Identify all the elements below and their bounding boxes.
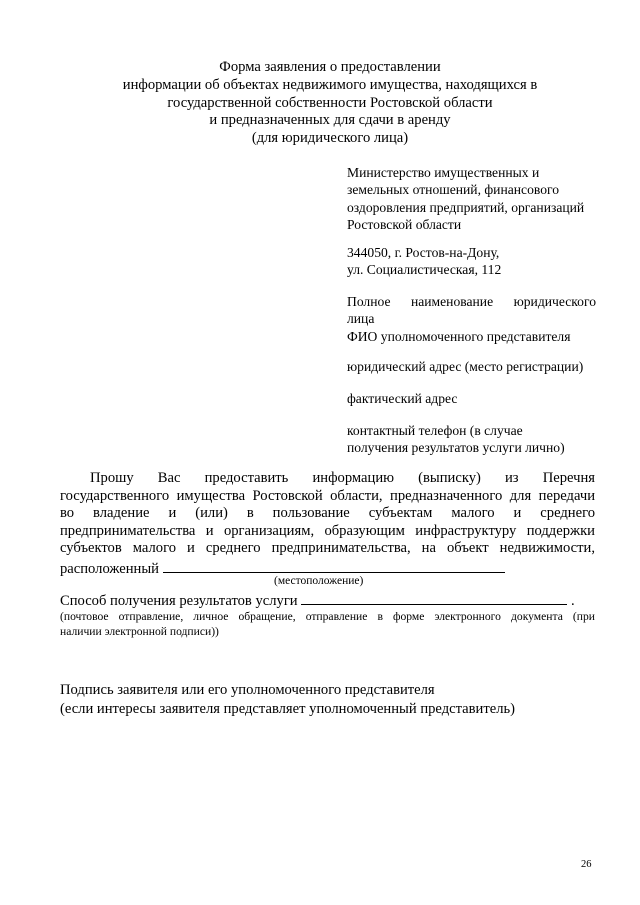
request-line: во владение и (или) в пользование субъектам малого и среднего (60, 505, 595, 522)
ministry-address (347, 244, 596, 279)
full-name-label-cont: лица (347, 311, 375, 327)
page-number: 26 (581, 859, 592, 870)
method-label: Способ получения результатов услуги (60, 593, 298, 609)
legal-address-label: юридический адрес (место регистрации) (347, 359, 584, 374)
full-name-label: Полное наименование юридического (347, 294, 596, 309)
ministry-block (347, 164, 596, 234)
method-end: . (570, 593, 575, 609)
located-label: расположенный (60, 560, 159, 577)
location-field[interactable] (163, 558, 505, 573)
method-options-line: (почтовое отправление, личное обращение, отправление в форме электронного документа (при (60, 610, 595, 623)
phone-label-block (347, 422, 596, 457)
applicant-name-block (347, 293, 596, 345)
form-title (60, 59, 600, 148)
address-line: 344050, г. Ростов-на-Дону, (347, 245, 500, 260)
phone-label-line: получения результатов услуги лично) (347, 440, 565, 456)
representative-label: ФИО уполномоченного представителя (347, 328, 571, 344)
signature-block (60, 681, 515, 719)
actual-address-label: фактический адрес (347, 391, 458, 406)
title-line: и предназначенных для сдачи в аренду (209, 112, 451, 129)
ministry-line: земельных отношений, финансового (347, 182, 560, 198)
method-options (60, 609, 595, 640)
method-options-line: наличии электронной подписи)) (60, 625, 219, 639)
method-row (60, 590, 575, 610)
location-caption: (местоположение) (274, 575, 364, 587)
request-line: государственного имущества Ростовской области, предназначенного для передачи (60, 487, 595, 504)
signature-note: (если интересы заявителя представляет уполномоченный представитель) (60, 701, 515, 717)
title-line: государственной собственности Ростовской области (167, 94, 493, 111)
ministry-line: Ростовской области (347, 217, 462, 233)
phone-label-line: контактный телефон (в случае (347, 423, 523, 438)
title-line: Форма заявления о предоставлении (219, 59, 441, 75)
request-paragraph (60, 470, 595, 579)
address-line: ул. Социалистическая, 112 (347, 262, 502, 278)
request-line: предпринимательства и организациям, образующим инфраструктуру поддержки (60, 522, 595, 539)
title-line: (для юридического лица) (251, 130, 409, 147)
ministry-line: оздоровления предприятий, организаций (347, 199, 585, 215)
method-field[interactable] (301, 590, 567, 605)
ministry-line: Министерство имущественных и (347, 165, 540, 180)
title-line: информации об объектах недвижимого имущества, находящихся в (122, 76, 538, 93)
request-line: Прошу Вас предоставить информацию (выписку) из Перечня (90, 470, 595, 486)
signature-line: Подпись заявителя или его уполномоченного представителя (60, 682, 435, 698)
request-line: субъектов малого и среднего предпринимательства, на объект недвижимости, (60, 540, 595, 557)
